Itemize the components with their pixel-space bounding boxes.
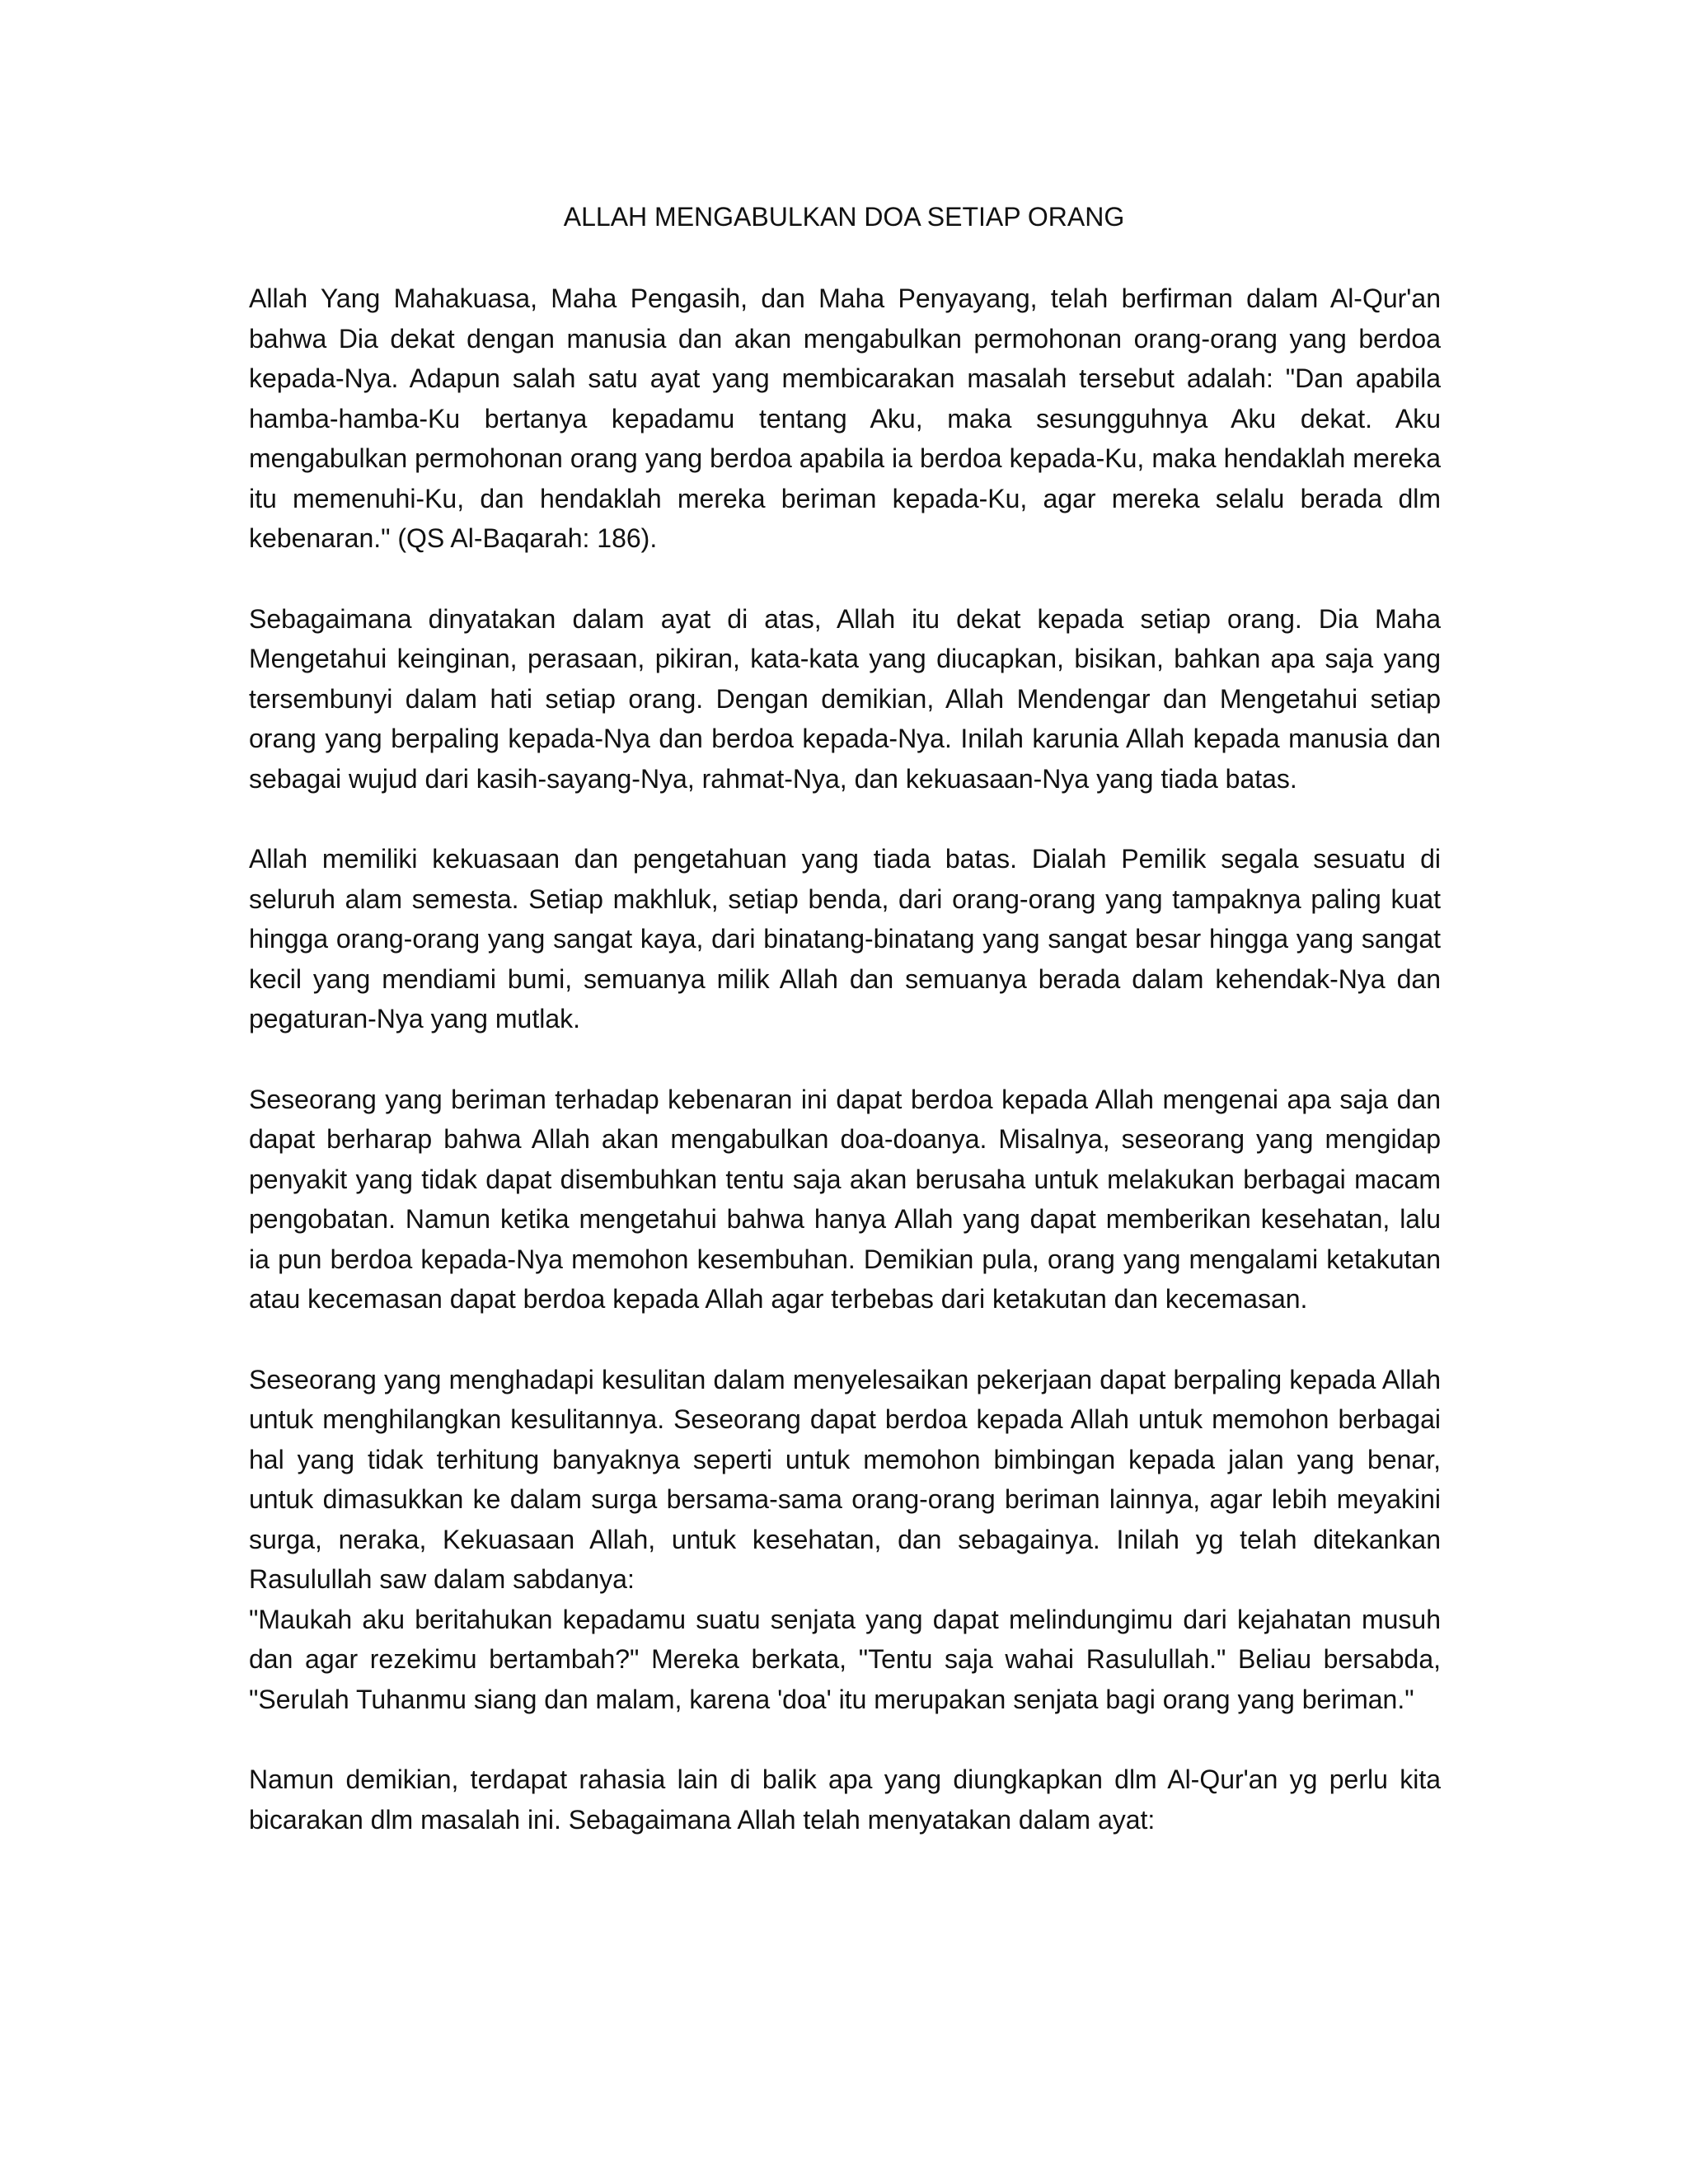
- paragraph-5-part-1: Seseorang yang menghadapi kesulitan dalam menyelesaikan pekerjaan dapat berpaling kepada Allah untuk menghilangkan kesulitannya. Seseorang dapat berdoa kepada Allah untuk memohon berbagai hal yang tidak terhitung banyaknya seperti untuk memohon bimbingan kepada jalan yang benar, untuk dimasukkan ke dalam surga bersama-sama orang-orang beriman lainnya, agar lebih meyakini surga, neraka, Kekuasaan Allah, untuk kesehatan, dan sebagainya. Inilah yg telah ditekankan Rasulullah saw dalam sabdanya:: [249, 1364, 1441, 1594]
- paragraph-5: [249, 1360, 1441, 1720]
- paragraph-4: Seseorang yang beriman terhadap kebenaran ini dapat berdoa kepada Allah mengenai apa saja dan dapat berharap bahwa Allah akan mengabulkan doa-doanya. Misalnya, seseorang yang mengidap penyakit yang tidak dapat disembuhkan tentu saja akan berusaha untuk melakukan berbagai macam pengobatan. Namun ketika mengetahui bahwa hanya Allah yang dapat memberikan kesehatan, lalu ia pun berdoa kepada-Nya memohon kesembuhan. Demikian pula, orang yang mengalami ketakutan atau kecemasan dapat berdoa kepada Allah agar terbebas dari ketakutan dan kecemasan.: [249, 1084, 1441, 1314]
- paragraph-6: Namun demikian, terdapat rahasia lain di balik apa yang diungkapkan dlm Al-Qur'an yg perlu kita bicarakan dlm masalah ini. Sebagaimana Allah telah menyatakan dalam ayat:: [249, 1765, 1441, 1835]
- paragraph-3: Allah memiliki kekuasaan dan pengetahuan yang tiada batas. Dialah Pemilik segala sesuatu di seluruh alam semesta. Setiap makhluk, setiap benda, dari orang-orang yang tampaknya paling kuat hingga orang-orang yang sangat kaya, dari binatang-binatang yang sangat besar hingga yang sangat kecil yang mendiami bumi, semuanya milik Allah dan semuanya berada dalam kehendak-Nya dan pegaturan-Nya yang mutlak.: [249, 844, 1441, 1033]
- document-body: [249, 279, 1441, 1880]
- paragraph-5-part-2: "Maukah aku beritahukan kepadamu suatu senjata yang dapat melindungimu dari kejahatan musuh dan agar rezekimu bertambah?" Mereka berkata, "Tentu saja wahai Rasulullah." Beliau bersabda, "Serulah Tuhanmu siang dan malam, karena 'doa' itu merupakan senjata bagi orang yang beriman.": [249, 1604, 1441, 1714]
- paragraph-1: Allah Yang Mahakuasa, Maha Pengasih, dan Maha Penyayang, telah berfirman dalam Al-Qur'an bahwa Dia dekat dengan manusia dan akan mengabulkan permohonan orang-orang yang berdoa kepada-Nya. Adapun salah satu ayat yang membicarakan masalah tersebut adalah: "Dan apabila hamba-hamba-Ku bertanya kepadamu tentang Aku, maka sesungguhnya Aku dekat. Aku mengabulkan permohonan orang yang berdoa apabila ia berdoa kepada-Ku, maka hendaklah mereka itu memenuhi-Ku, dan hendaklah mereka beriman kepada-Ku, agar mereka selalu berada dlm kebenaran." (QS Al-Baqarah: 186).: [249, 284, 1441, 553]
- paragraph-2: Sebagaimana dinyatakan dalam ayat di atas, Allah itu dekat kepada setiap orang. Dia Maha Mengetahui keinginan, perasaan, pikiran, kata-kata yang diucapkan, bisikan, bahkan apa saja yang tersembunyi dalam hati setiap orang. Dengan demikian, Allah Mendengar dan Mengetahui setiap orang yang berpaling kepada-Nya dan berdoa kepada-Nya. Inilah karunia Allah kepada manusia dan sebagai wujud dari kasih-sayang-Nya, rahmat-Nya, dan kekuasaan-Nya yang tiada batas.: [249, 603, 1441, 794]
- document-title: ALLAH MENGABULKAN DOA SETIAP ORANG: [563, 202, 1125, 232]
